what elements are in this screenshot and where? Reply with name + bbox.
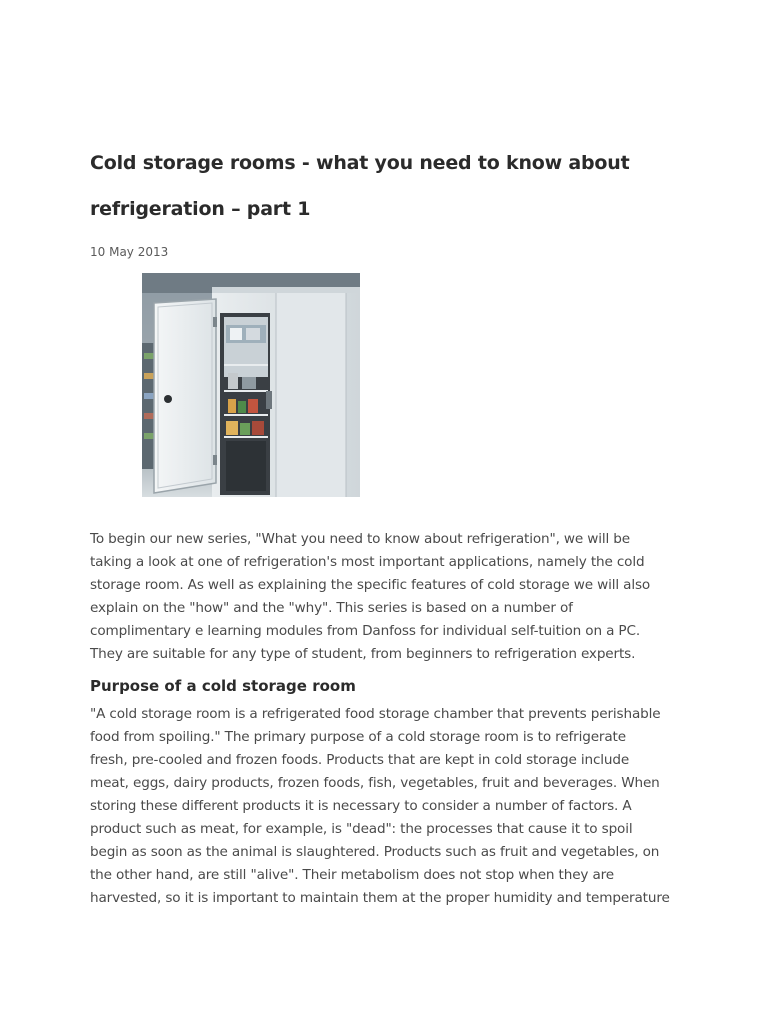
intro-paragraph: [90, 528, 690, 666]
text-line: taking a look at one of refrigeration's most important applications, namely the cold: [90, 554, 645, 570]
title-line: refrigeration – part 1: [90, 198, 311, 220]
text-line: To begin our new series, "What you need to know about refrigeration", we will be: [90, 531, 630, 547]
text-line: food from spoiling." The primary purpose of a cold storage room is to refrigerate: [90, 729, 626, 745]
text-line: explain on the "how" and the "why". This series is based on a number of: [90, 600, 573, 616]
section-heading: Purpose of a cold storage room: [90, 677, 356, 695]
article-title: [90, 140, 690, 232]
text-line: They are suitable for any type of student, from beginners to refrigeration experts.: [90, 646, 636, 662]
purpose-paragraph: [90, 703, 690, 910]
text-line: meat, eggs, dairy products, frozen foods, fish, vegetables, fruit and beverages. When: [90, 775, 660, 791]
text-line: storage room. As well as explaining the specific features of cold storage we will also: [90, 577, 651, 593]
text-line: fresh, pre-cooled and frozen foods. Products that are kept in cold storage include: [90, 752, 630, 768]
title-line: Cold storage rooms - what you need to know about: [90, 152, 630, 174]
text-line: storing these different products it is necessary to consider a number of factors. A: [90, 798, 632, 814]
text-line: complimentary e learning modules from Danfoss for individual self-tuition on a PC.: [90, 623, 640, 639]
text-line: "A cold storage room is a refrigerated food storage chamber that prevents perishable: [90, 706, 661, 722]
text-line: begin as soon as the animal is slaughtered. Products such as fruit and vegetables, on: [90, 844, 660, 860]
text-line: the other hand, are still "alive". Their metabolism does not stop when they are: [90, 867, 615, 883]
text-line: harvested, so it is important to maintain them at the proper humidity and temperature: [90, 890, 670, 906]
cold-storage-room-image: [142, 273, 360, 497]
publish-date: 10 May 2013: [90, 245, 169, 259]
text-line: product such as meat, for example, is "dead": the processes that cause it to spoil: [90, 821, 633, 837]
